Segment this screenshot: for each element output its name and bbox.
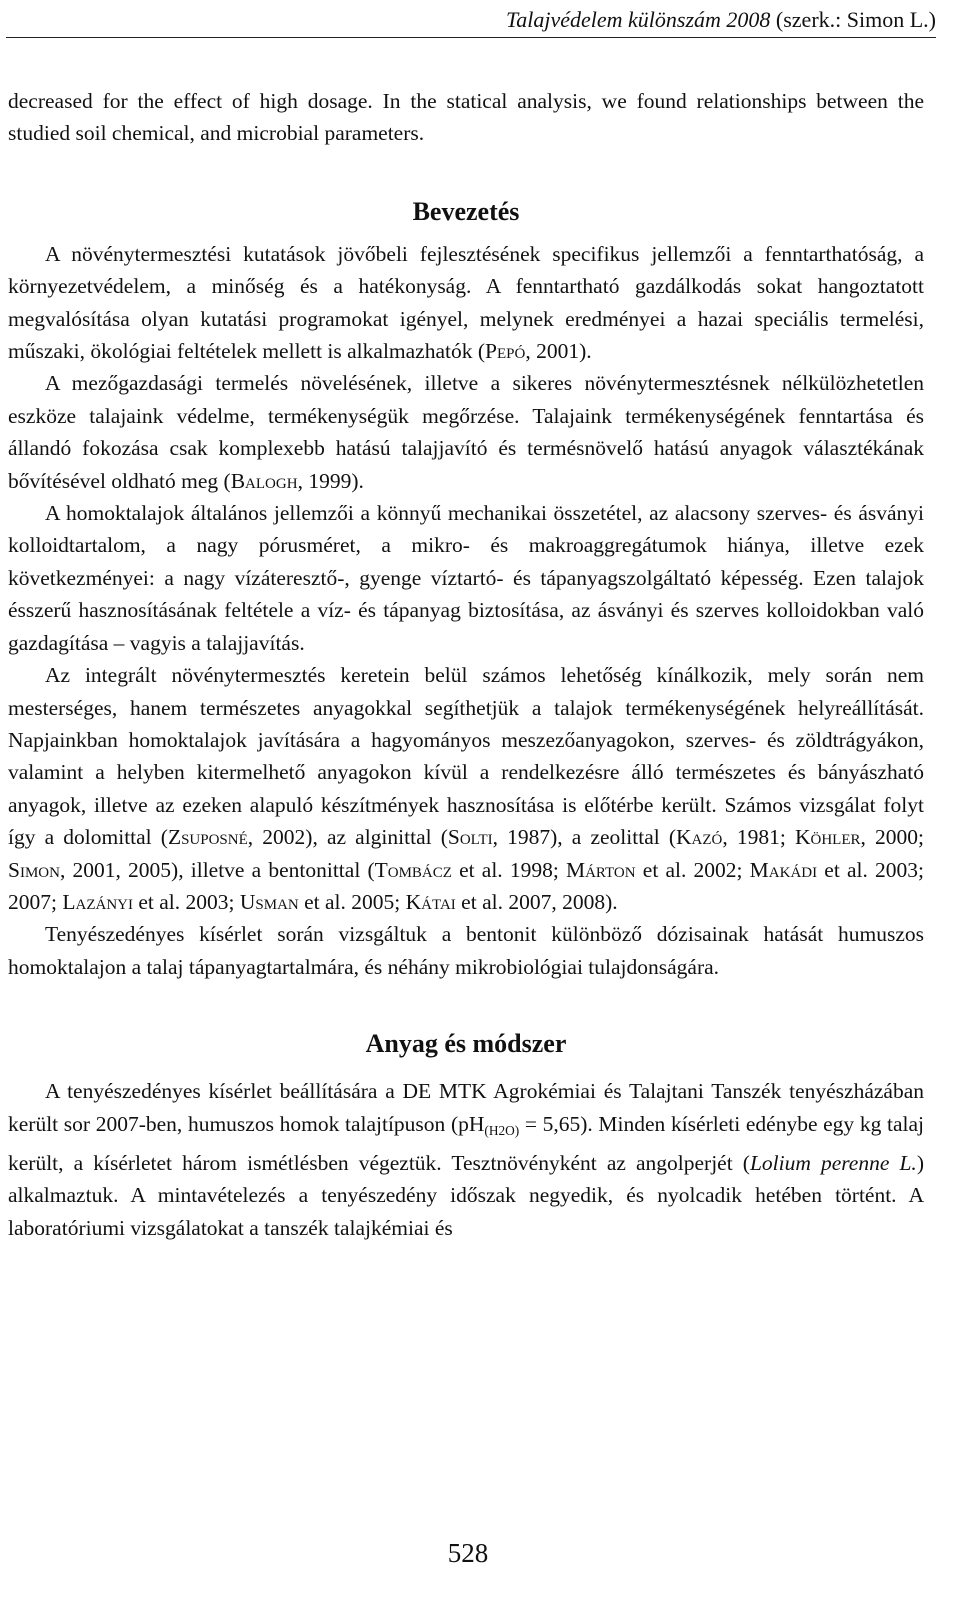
text: et al. 2007, 2008). xyxy=(455,889,618,914)
text: , 2001). xyxy=(525,339,592,364)
text: et al. 2003; xyxy=(132,889,240,914)
page-body xyxy=(8,85,924,1244)
text: et al. 2002; xyxy=(635,857,750,882)
citation-author: Tombácz xyxy=(374,857,452,882)
section-heading-anyag-es-modszer: Anyag és módszer xyxy=(365,1029,567,1059)
paragraph xyxy=(8,367,924,497)
text: A növénytermesztési kutatások jövőbeli fejlesztésének specifikus jellemzői a fenntarthatóság, a környezetvédelem, a minőség és a hatékonyság. A fenntartható gazdálkodás sokat hangoztatott megvalósítása olyan kutatási programokat igényel, melynek eredményei a hazai speciális termelési, műszaki, ökológiai feltételek mellett is alkalmazhatók ( xyxy=(8,241,924,364)
citation-author: Kátai xyxy=(405,889,456,914)
paragraph xyxy=(8,238,924,368)
citation-author: Usman xyxy=(239,889,299,914)
citation-author: Köhler xyxy=(794,825,861,850)
text: et al. 2003; 2007; xyxy=(8,857,924,914)
citation-author: Zsuposné xyxy=(167,825,248,850)
page-number: 528 xyxy=(447,1538,489,1568)
citation-author: Kazó xyxy=(676,825,723,850)
text: et al. 2005; xyxy=(298,889,406,914)
text: A mezőgazdasági termelés növelésének, illetve a sikeres növénytermesztésnek nélkülözhetetlen eszköze talajaink védelme, termékenységük megőrzése. Talajaink termékenységének fenntartása és állandó fokozása csak komplexebb hatású talajjavító és termésnövelő hatású anyagok választékának bővítésével oldható meg ( xyxy=(8,371,924,493)
ph-subscript: (H2O) xyxy=(484,1122,520,1138)
text: , 2001, 2005), illetve a bentonittal ( xyxy=(59,857,375,882)
species-name: Lolium perenne L. xyxy=(749,1150,917,1175)
running-header xyxy=(0,6,936,34)
paragraph xyxy=(8,659,924,918)
citation-author: Balogh xyxy=(230,468,298,493)
text: , 2000; xyxy=(860,825,924,850)
citation-author: Solti xyxy=(447,825,493,850)
text: , 2002), az alginittal ( xyxy=(247,825,448,850)
abstract-end: decreased for the effect of high dosage. In the statical analysis, we found relationships between the studied soil chemical, and microbial parameters. xyxy=(8,89,924,146)
paragraph: Tenyészedényes kísérlet során vizsgáltuk a bentonit különböző dózisainak hatását humuszos homoktalajon a talaj tápanyagtartalmára, és néhány mikrobiológiai tulajdonságára. xyxy=(8,922,924,979)
section-heading-bevezetes: Bevezetés xyxy=(412,196,520,226)
journal-title: Talajvédelem különszám 2008 xyxy=(506,7,771,32)
citation-author: Lazányi xyxy=(62,889,133,914)
citation-author: Simon xyxy=(8,857,60,882)
text: , 1999). xyxy=(297,468,364,493)
header-rule xyxy=(6,37,936,38)
text: A tenyészedényes kísérlet beállítására a DE MTK Agrokémiai és Talajtani Tanszék tenyészházában került sor 2007-ben, humuszos homok talajtípuson (pH xyxy=(8,1079,924,1136)
text: Az integrált növénytermesztés keretein belül számos lehetőség kínálkozik, mely során nem mesterséges, hanem természetes anyagokkal segíthetjük a talajok termékenységének helyreállítását. Napjainkban homoktalajok javítására a hagyományos meszezőanyagokon, szerves- és zöldtrágyákon, valamint a helyben kitermelhető anyagokon kívül a rendelkezésre álló természetes és bányászható anyagok, illetve az ezeken alapuló készítmények hasznosítása is előtérbe került. Számos vizsgálat folyt így a dolomittal ( xyxy=(8,663,924,850)
text: ) alkalmaztuk. A mintavételezés a tenyészedény időszak negyedik, és nyolcadik hetében történt. A laboratóriumi vizsgálatokat a tanszék talajkémiai és xyxy=(8,1150,924,1240)
journal-editor: (szerk.: Simon L.) xyxy=(775,7,936,32)
paragraph xyxy=(8,1075,924,1244)
citation-author: Pepó xyxy=(485,339,526,364)
paragraph: A homoktalajok általános jellemzői a könnyű mechanikai összetétel, az alacsony szerves- és ásványi kolloidtartalom, a nagy pórusméret, a mikro- és makroaggregátumok hiánya, illetve ezek következményei: a nagy vízáteresztő-, gyenge víztartó- és tápanyagszolgáltató képesség. Ezen talajok ésszerű hasznosításának feltétele a víz- és tápanyag biztosítása, az ásványi és szerves kolloidokban való gazdagítása – vagyis a talajjavítás. xyxy=(8,501,924,655)
text: = 5,65). Minden kísérleti edénybe egy kg talaj került, a kísérletet három ismétlésben végeztük. Tesztnövényként az angolperjét ( xyxy=(8,1111,924,1175)
citation-author: Márton xyxy=(565,857,636,882)
text: , 1981; xyxy=(722,825,795,850)
citation-author: Makádi xyxy=(749,857,818,882)
text: , 1987), a zeolittal ( xyxy=(492,825,676,850)
text: et al. 1998; xyxy=(451,857,566,882)
